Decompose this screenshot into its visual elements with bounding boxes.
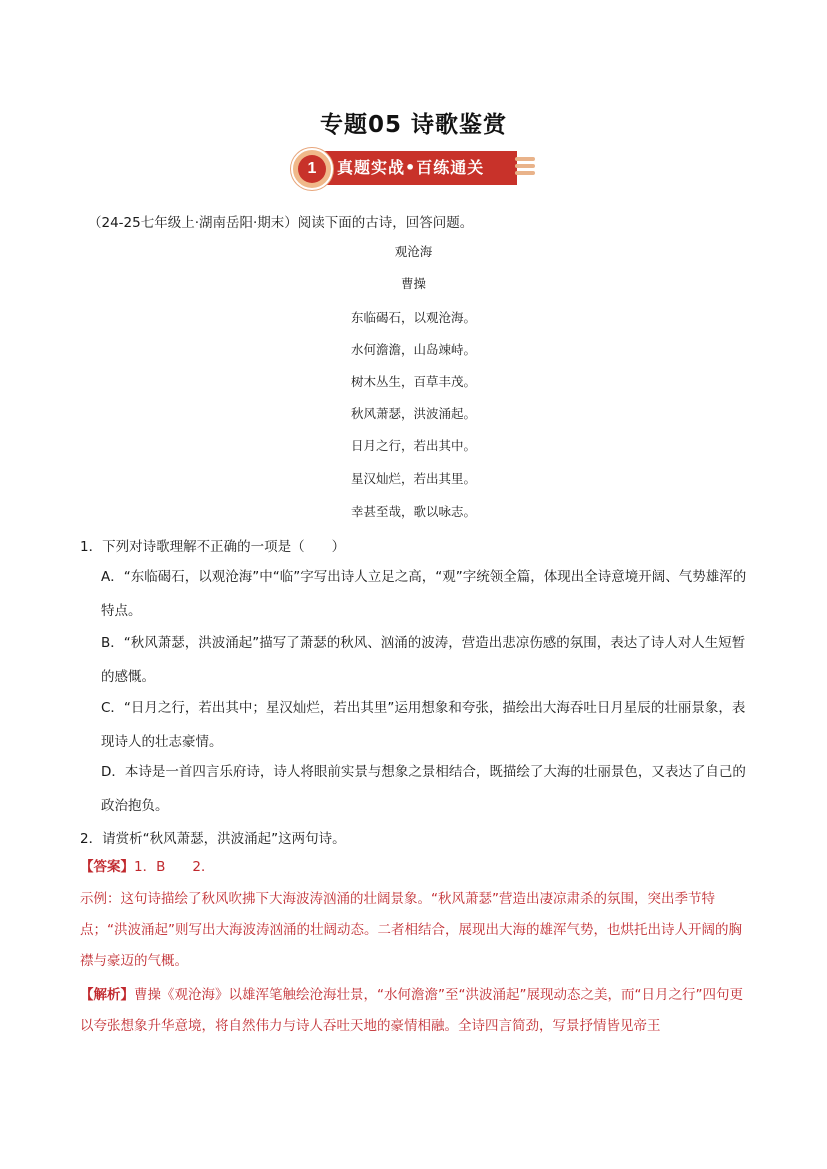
option-a: A．“东临碣石，以观沧海”中“临”字写出诗人立足之高，“观”字统领全篇，体现出全诗意境开阔、气势雄浑的特点。 — [101, 569, 747, 619]
option-c: C．“日月之行，若出其中；星汉灿烂，若出其里”运用想象和夸张，描绘出大海吞吐日月星辰的壮丽景象，表现诗人的壮志豪情。 — [101, 700, 746, 750]
poem-line: 秋风萧瑟，洪波涌起。 — [350, 406, 476, 421]
section-banner — [291, 148, 535, 188]
answer-line — [80, 852, 750, 883]
answer-text: 1．B 2． — [134, 859, 215, 875]
poem-line: 日月之行，若出其中。 — [350, 438, 476, 453]
page-title: 专题05 诗歌鉴赏 — [319, 112, 507, 138]
question-2-stem: 2．请赏析“秋风萧瑟，洪波涌起”这两句诗。 — [80, 831, 346, 847]
analysis-label: 【解析】 — [80, 987, 134, 1003]
poem-line: 星汉灿烂，若出其里。 — [350, 471, 476, 486]
banner-text: 真题实战•百练通关 — [337, 158, 485, 177]
poem-line: 东临碣石，以观沧海。 — [350, 310, 476, 325]
analysis — [80, 980, 750, 1042]
option-d: D．本诗是一首四言乐府诗，诗人将眼前实景与想象之景相结合，既描绘了大海的壮丽景色，又表达了自己的政治抱负。 — [101, 764, 746, 814]
question-intro: （24-25七年级上·湖南岳阳·期末）阅读下面的古诗，回答问题。 — [88, 215, 474, 231]
option-b: B．“秋风萧瑟，洪波涌起”描写了萧瑟的秋风、汹涌的波涛，营造出悲凉伤感的氛围，表达了诗人对人生短暂的感慨。 — [101, 635, 746, 685]
poem-line: 树木丛生，百草丰茂。 — [350, 374, 476, 389]
poem-line: 幸甚至哉，歌以咏志。 — [350, 504, 476, 519]
banner-number-badge — [291, 148, 333, 190]
question-1-stem: 1．下列对诗歌理解不正确的一项是（ ） — [80, 539, 346, 555]
answer-example: 示例：这句诗描绘了秋风吹拂下大海波涛汹涌的壮阔景象。“秋风萧瑟”营造出凄凉肃杀的氛围，突出季节特点；“洪波涌起”则写出大海波涛汹涌的壮阔动态。二者相结合，展现出大海的雄浑气势，也烘托出诗人开阔的胸襟与豪迈的气概。 — [80, 891, 742, 969]
banner-tail-decoration — [515, 157, 535, 179]
poem-author: 曹操 — [400, 276, 426, 291]
banner-number: 1 — [298, 155, 326, 183]
analysis-text: 曹操《观沧海》以雄浑笔触绘沧海壮景，“水何澹澹”至“洪波涌起”展现动态之美，而“日月之行”四句更以夸张想象升华意境，将自然伟力与诗人吞吐天地的豪情相融。全诗四言简劲，写景抒情皆见帝王 — [80, 987, 743, 1034]
poem-title: 观沧海 — [394, 244, 433, 259]
poem-line: 水何澹澹，山岛竦峙。 — [350, 342, 476, 357]
answer-label: 【答案】 — [80, 859, 134, 875]
